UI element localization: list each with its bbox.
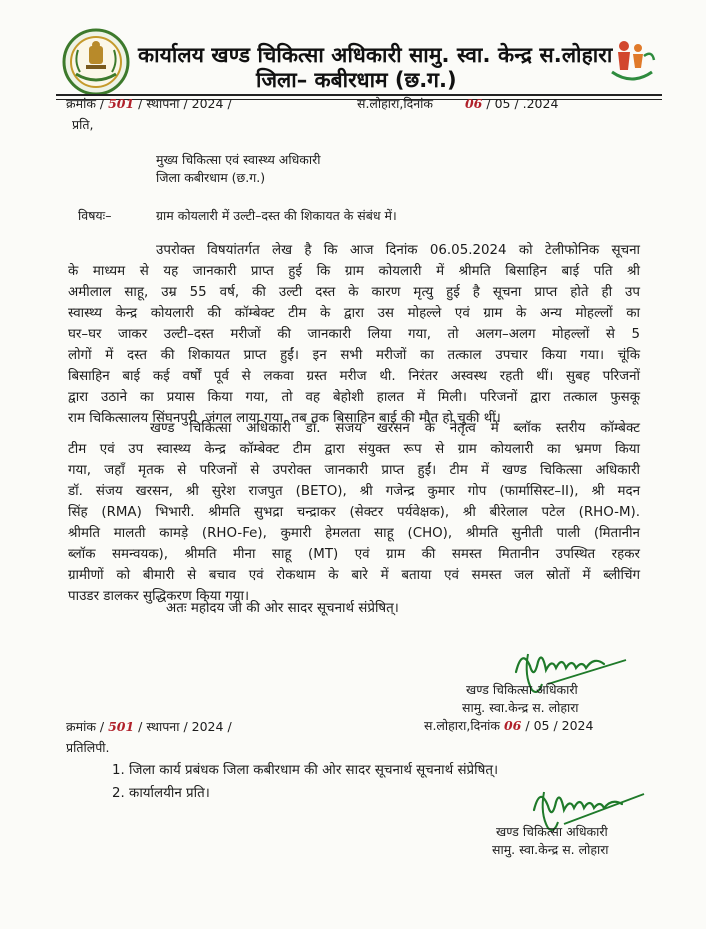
signatory-title-2: खण्ड चिकित्सा अधिकारी <box>496 824 608 839</box>
para1-line: बिसाहिन बाई कई वर्षों पूर्व से लकवा ग्रस्त मरीज थी. निरंतर अस्वस्थ रहती थीं। सुबह परिजनों <box>68 369 640 384</box>
para1-line: द्वारा उठाने का प्रयास किया गया, तो वह बेहोशी हालत में मिली। परिजनों द्वारा तत्काल फुसकू <box>68 390 640 405</box>
para1-line: के माध्यम से यह जानकारी प्राप्त हुई कि ग्राम कोयलारी में श्रीमति बिसाहिन बाई पति श्री <box>68 264 640 279</box>
para1-line: अमीलाल साहू, उम्र 55 वर्ष, की उल्टी दस्त के कारण मृत्यु हुई है सूचना प्राप्त होते ही उप <box>68 285 640 300</box>
copy-item-1: 1. जिला कार्य प्रबंधक जिला कबीरधाम की ओर सादर सूचनार्थ सूचनार्थ संप्रेषित्। <box>112 763 499 778</box>
kramank-label: क्रमांक <box>66 96 96 111</box>
recipient-line-1: मुख्य चिकित्सा एवं स्वास्थ्य अधिकारी <box>156 152 321 167</box>
body-paragraph-1 <box>68 240 640 429</box>
ref-line: क्रमांक / 501 / स्थापना / 2024 / <box>66 96 232 111</box>
signatory-office-1: सामु. स्वा.केन्द्र स. लोहारा <box>462 700 579 715</box>
para1-line: स्वास्थ्य केन्द्र कोयलारी की कॉम्बेक्ट टीम के द्वारा उस मोहल्ले एवं ग्राम के अन्य मोहल्लों का <box>68 306 640 321</box>
recipient-line-2: जिला कबीरधाम (छ.ग.) <box>156 170 266 185</box>
para2-line: गया, जहाँ मृतक से परिजनों से उपरोक्त जानकारी प्राप्त हुईं। टीम में खण्ड चिकित्सा अधिकारी <box>68 463 640 478</box>
state-emblem-icon <box>62 28 130 96</box>
sthapna-label: स्थापना <box>146 96 180 111</box>
subject-text: ग्राम कोयलारी में उल्टी–दस्त की शिकायत के संबंध में। <box>156 208 397 223</box>
closing-line: अतः महोदय जी की ओर सादर सूचनार्थ संप्रेषित्। <box>166 601 399 616</box>
office-name: कार्यालय खण्ड चिकित्सा अधिकारी सामु. स्वा. केन्द्र स.लोहारा <box>138 43 613 67</box>
copy-number: 501 <box>108 719 135 734</box>
subject-label: विषयः– <box>78 208 112 223</box>
date-day: 06 <box>464 96 483 111</box>
copy-year: 2024 <box>191 719 224 734</box>
health-dept-logo-icon <box>604 32 660 88</box>
para2-line: सिंह (RMA) भिभारी. श्रीमति सुभद्रा चन्द्राकर (सेक्टर पर्यवेक्षक), श्री बीरेलाल पटेल (RHO-M). <box>68 505 640 520</box>
para2-line: खण्ड चिकित्सा अधिकारी डॉ. संजय खरसन के नेतृत्व में ब्लॉक स्तरीय कॉम्बेक्ट <box>150 421 640 436</box>
para1-line: उपरोक्त विषयांतर्गत लेख है कि आज दिनांक 06.05.2024 को टेलीफोनिक सूचना <box>156 243 640 258</box>
para1-line: घर–घर जाकर उल्टी–दस्त मरीजों की जानकारी लिया गया, तो अलग–अलग मोहल्लों से 5 <box>68 327 640 342</box>
copy-item-2: 2. कार्यालयीन प्रति। <box>112 786 210 801</box>
para2-line: टीम एवं उप स्वास्थ्य केन्द्र कॉम्बेक्ट टीम द्वारा संयुक्त रूप से ग्राम कोयलारी का भ्रमण किया <box>68 442 640 457</box>
para1-line: राम चिकित्सालय सिंघनपुरी .जंगल लाया गया, तब तक बिसाहिन बाई की मौत हो चुकी थीं। <box>68 411 501 426</box>
signature-date-label: स.लोहारा,दिनांक <box>424 718 500 733</box>
district-name: जिला– कबीरधाम (छ.ग.) <box>256 68 457 92</box>
para2-line: ब्लॉक समन्वयक), श्रीमति मीना साहू (MT) एवं ग्राम की समस्त मितानीन उपस्थित रहकर <box>68 547 640 562</box>
signature-date-day: 06 <box>503 718 522 733</box>
para2-line: पाउडर डालकर सुद्धिकरण किया गया। <box>68 589 250 604</box>
copy-ref-line: क्रमांक / 501 / स्थापना / 2024 / <box>66 719 232 734</box>
date-month-year: 05 / .2024 <box>494 96 559 111</box>
para2-line: ग्रामीणों को बीमारी से बचाव एवं रोकथाम के बारे में बताया एवं समस्त जल स्रोतों में ब्लीचिंग <box>68 568 640 583</box>
prati-label: प्रति, <box>72 117 94 132</box>
copy-sthapna: स्थापना <box>146 719 180 734</box>
body-paragraph-2 <box>68 418 640 607</box>
signatory-office-2: सामु. स्वा.केन्द्र स. लोहारा <box>492 842 609 857</box>
para2-line: डॉ. संजय खरसन, श्री सुरेश राजपुत (BETO), श्री गजेन्द्र कुमार गोप (फार्मासिस्ट–II), श्री मदन <box>68 484 640 499</box>
para2-line: श्रीमति मालती कामड़े (RHO-Fe), कुमारी हेमलता साहू (CHO), श्रीमति सुनीती पाली (मितानीन <box>68 526 640 541</box>
para1-line: लोगों में दस्त की शिकायत प्राप्त हुईं। इन सभी मरीजों का तत्काल उपचार किया गया। चूंकि <box>68 348 640 363</box>
letter-number: 501 <box>108 96 135 111</box>
place-date-label: स.लोहारा,दिनांक <box>357 96 433 111</box>
signatory-title-1: खण्ड चिकित्सा अधिकारी <box>466 682 578 697</box>
signature-date-month-year: 05 / 2024 <box>533 718 594 733</box>
ref-date: स.लोहारा,दिनांक 06 / 05 / .2024 <box>357 96 559 111</box>
ref-year: 2024 <box>191 96 224 111</box>
copy-kramank-label: क्रमांक <box>66 719 96 734</box>
signature-date-1: स.लोहारा,दिनांक 06 / 05 / 2024 <box>424 718 594 733</box>
pratilipi-label: प्रतिलिपी. <box>66 740 110 755</box>
